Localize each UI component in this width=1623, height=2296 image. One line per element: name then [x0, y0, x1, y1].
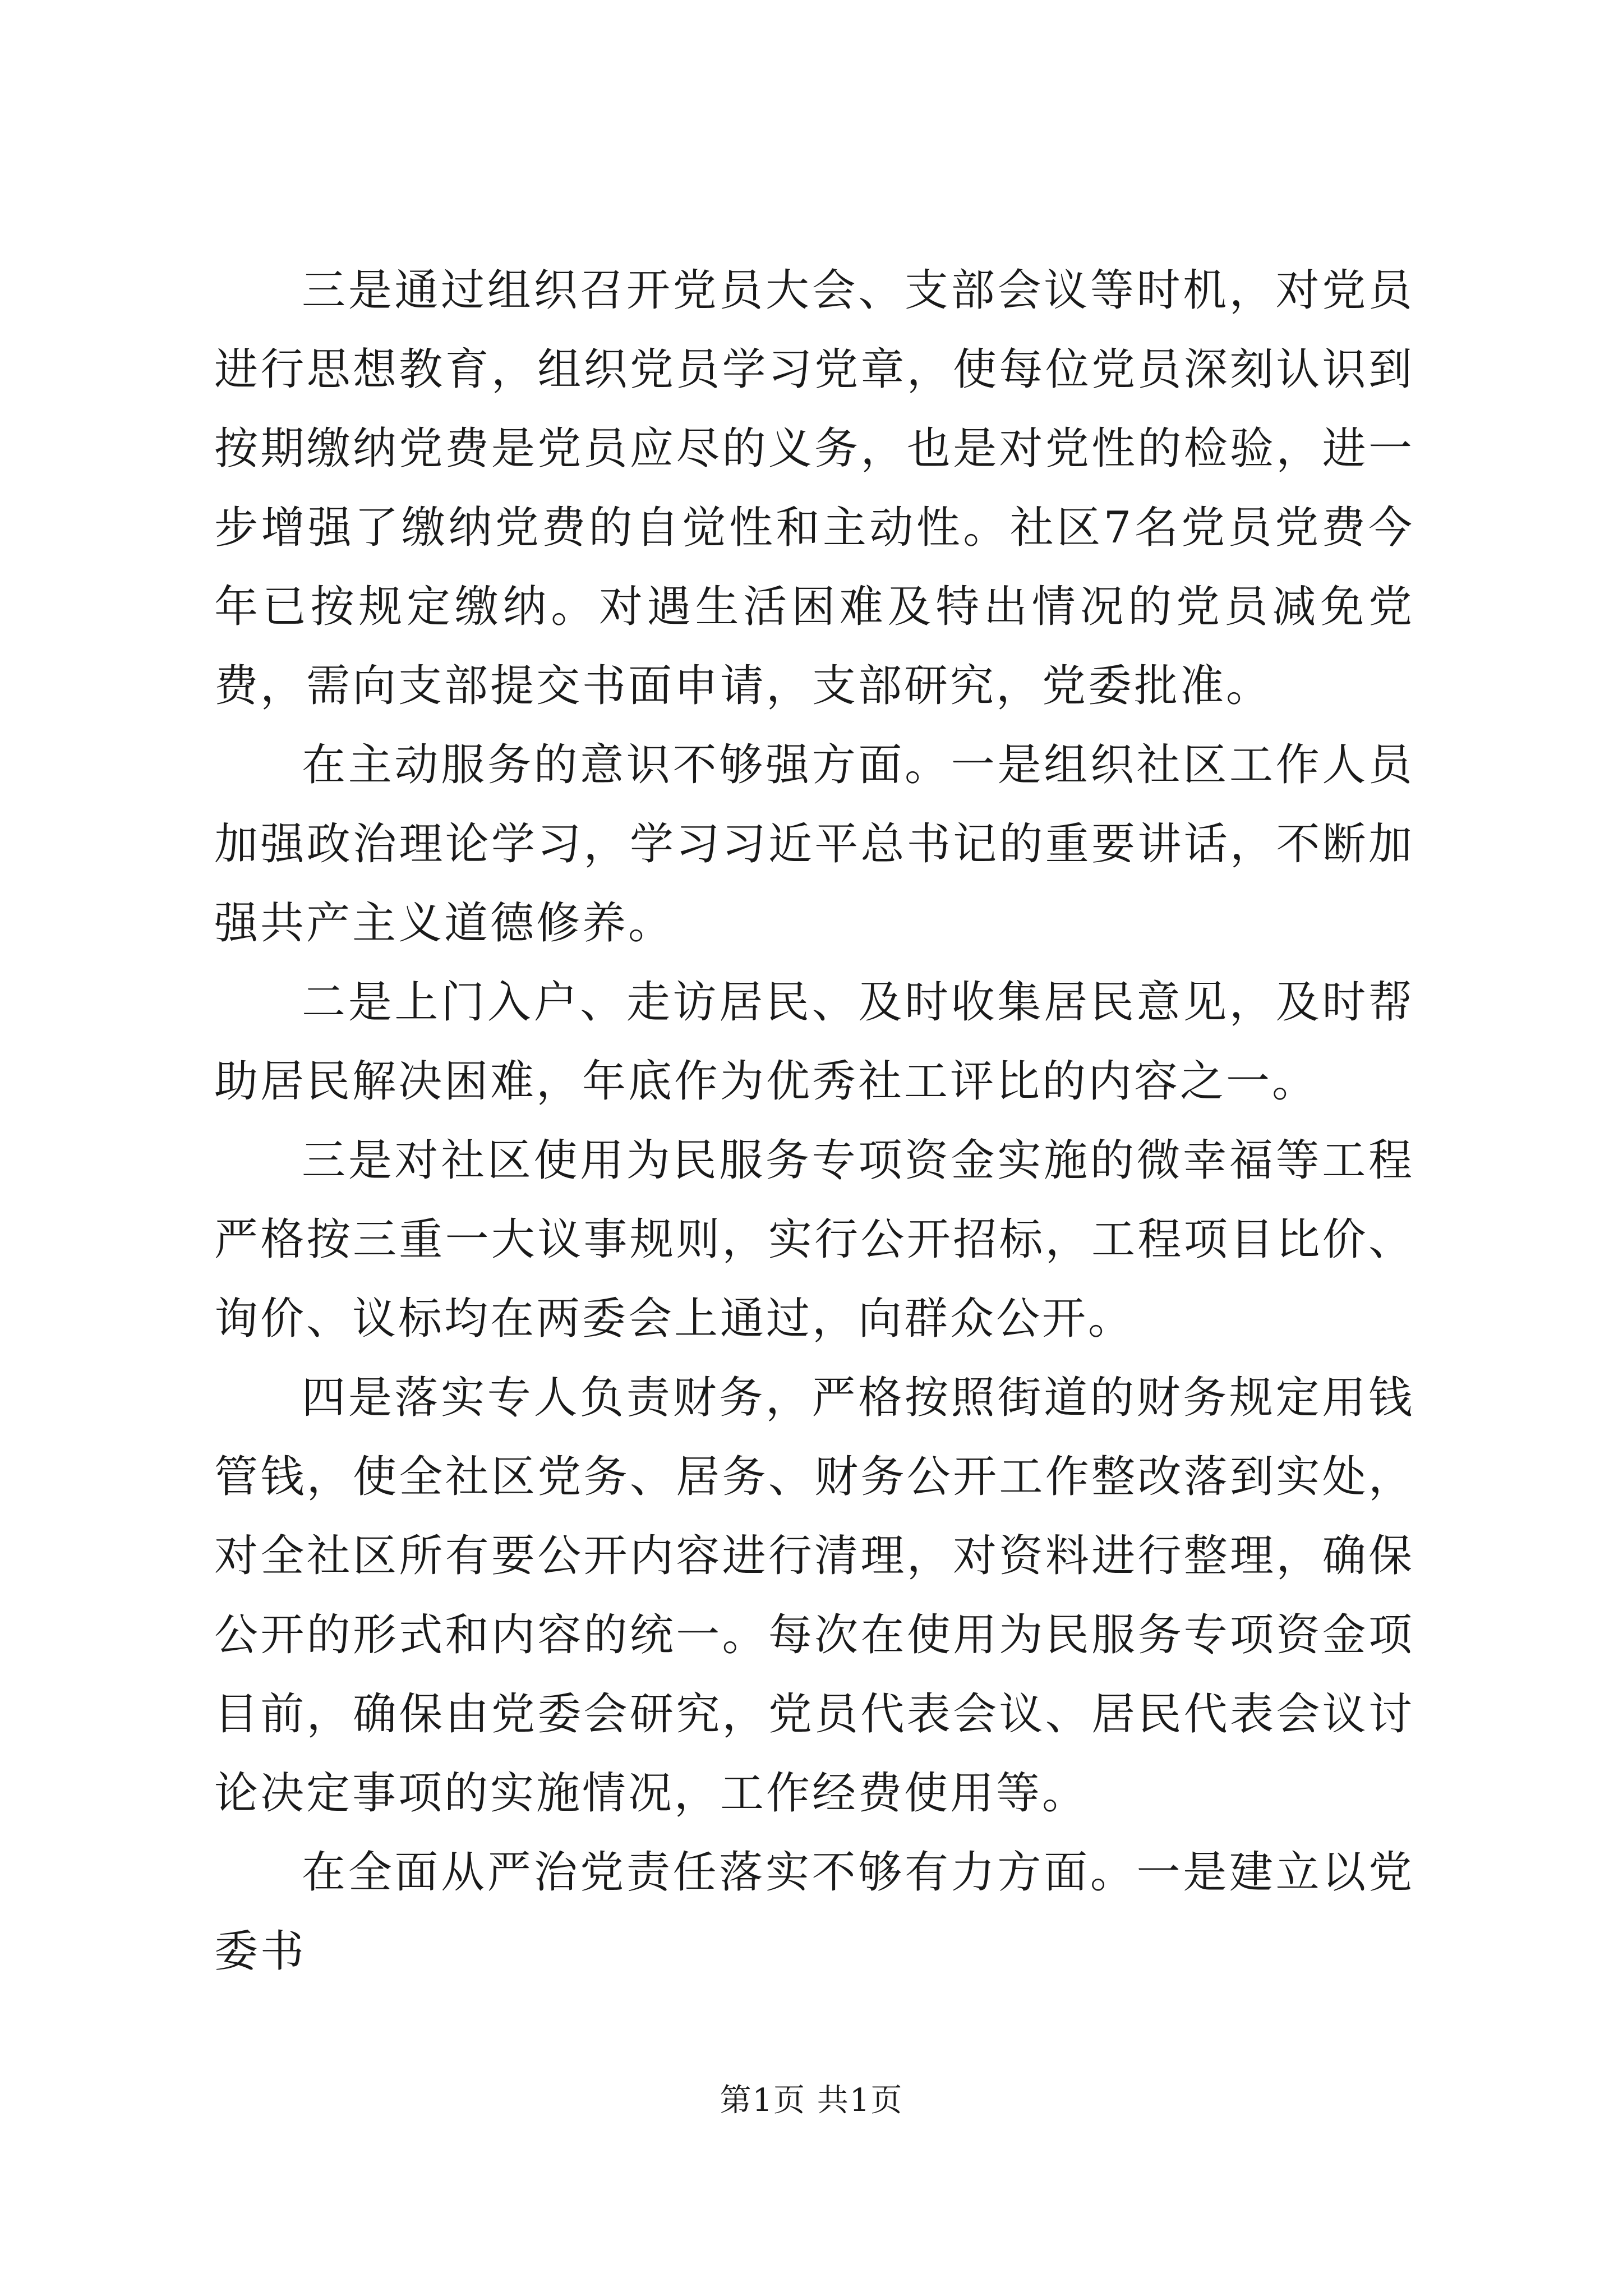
- paragraph: 在主动服务的意识不够强方面。一是组织社区工作人员加强政治理论学习，学习习近平总书记的重要讲话，不断加强共产主义道德修养。: [214, 740, 1414, 949]
- paragraph: 四是落实专人负责财务，严格按照街道的财务规定用钱管钱，使全社区党务、居务、财务公开工作整改落到实处，对全社区所有要公开内容进行清理，对资料进行整理，确保公开的形式和内容的统一。每次在使用为民服务专项资金项目前，确保由党委会研究，党员代表会议、居民代表会议讨论决定事项的实施情况，工作经费使用等。: [214, 1373, 1414, 1819]
- paragraph: 三是通过组织召开党员大会、支部会议等时机，对党员进行思想教育，组织党员学习党章，使每位党员深刻认识到按期缴纳党费是党员应尽的义务，也是对党性的检验，进一步增强了缴纳党费的自觉性和主动性。社区7名党员党费今年已按规定缴纳。对遇生活困难及特出情况的党员减免党费，需向支部提交书面申请，支部研究，党委批准。: [214, 265, 1414, 711]
- paragraph: 三是对社区使用为民服务专项资金实施的微幸福等工程严格按三重一大议事规则，实行公开招标，工程项目比价、询价、议标均在两委会上通过，向群众公开。: [214, 1135, 1414, 1344]
- page-footer: 第1页 共1页: [720, 2082, 903, 2119]
- paragraph: 在全面从严治党责任落实不够有力方面。一是建立以党委书: [214, 1847, 1414, 1977]
- paragraph: 二是上门入户、走访居民、及时收集居民意见，及时帮助居民解决困难，年底作为优秀社工评比的内容之一。: [214, 977, 1414, 1107]
- document-body: [214, 251, 1414, 1991]
